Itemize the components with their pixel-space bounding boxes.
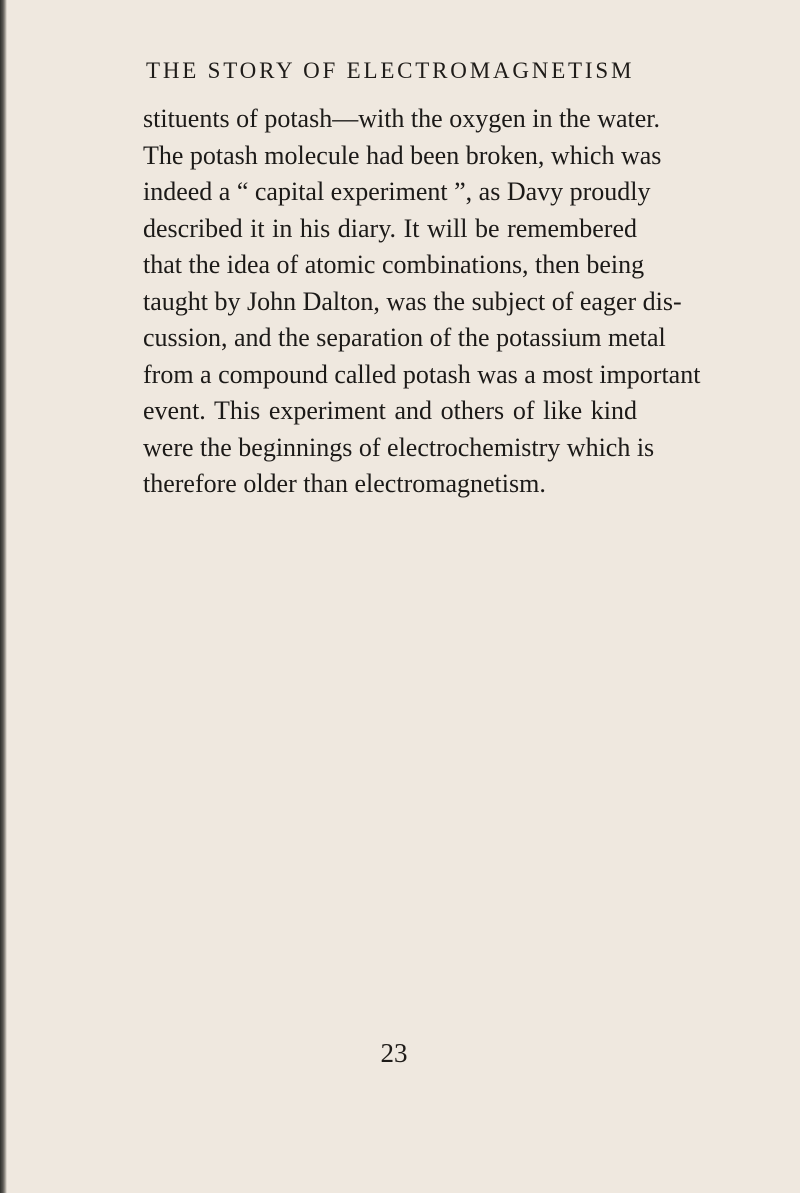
page-number: 23 <box>380 1038 408 1068</box>
text-line: event. This experiment and others of like kind <box>143 396 637 425</box>
text-line: cussion, and the separation of the potassium metal <box>143 323 666 352</box>
text-line: that the idea of atomic combinations, then being <box>143 250 645 279</box>
text-line: indeed a “ capital experiment ”, as Davy proudly <box>143 177 651 206</box>
text-line: taught by John Dalton, was the subject of eager dis- <box>143 286 682 316</box>
body-text <box>143 101 701 503</box>
text-line: stituents of potash—with the oxygen in the water. <box>143 104 661 133</box>
running-head: THE STORY OF ELECTROMAGNETISM <box>146 58 635 83</box>
text-line: were the beginnings of electrochemistry which is <box>143 432 655 462</box>
text-line-last: therefore older than electromagnetism. <box>143 469 546 498</box>
page-edge <box>0 0 7 1193</box>
text-line: The potash molecule had been broken, which was <box>143 140 662 170</box>
text-line: described it in his diary. It will be remembered <box>143 213 637 243</box>
text-line: from a compound called potash was a most important <box>143 359 701 389</box>
